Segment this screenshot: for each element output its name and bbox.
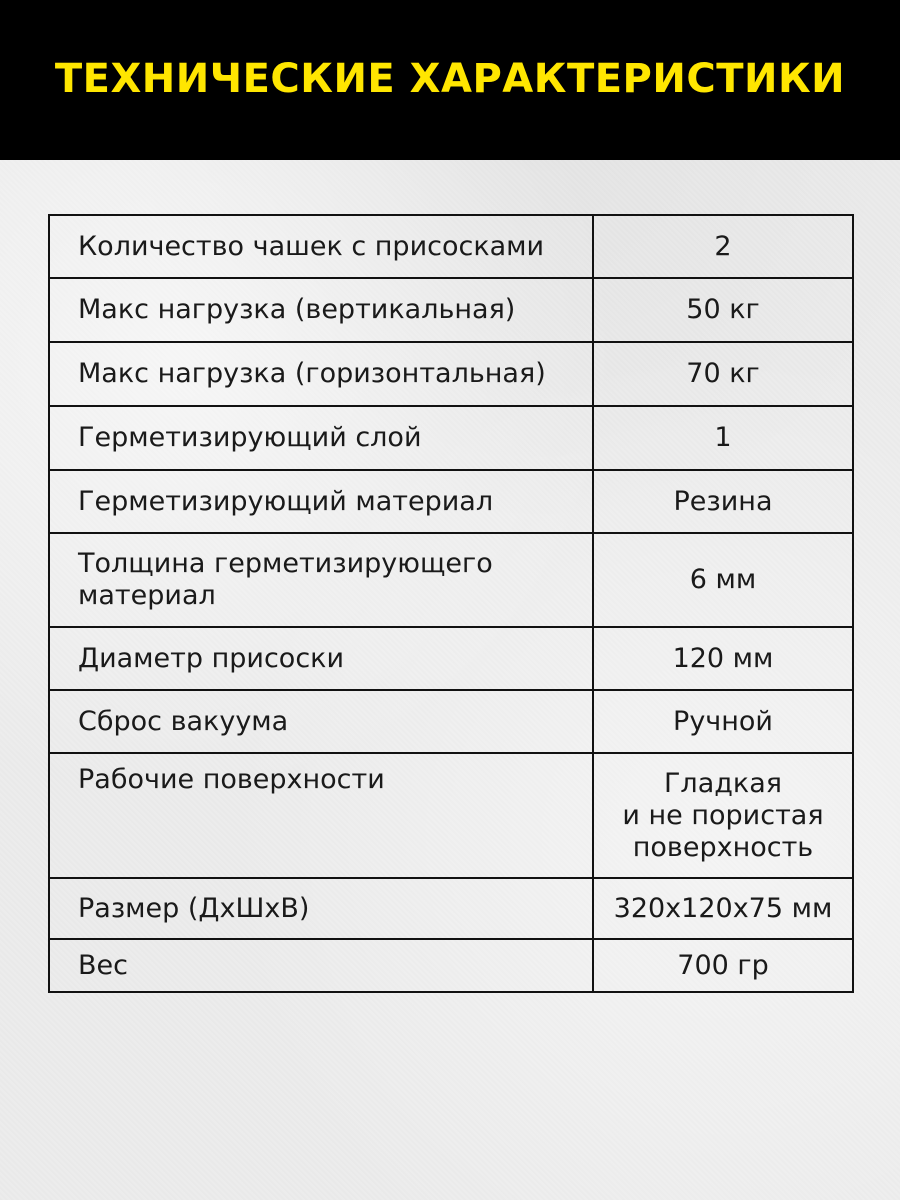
table-row: [49, 470, 853, 533]
table-row: [49, 690, 853, 753]
spec-value: [593, 939, 853, 992]
spec-value: [593, 753, 853, 878]
spec-value-line: Гладкая: [663, 768, 783, 799]
spec-label: [49, 753, 593, 878]
spec-label: [49, 627, 593, 690]
spec-label-line: Макс нагрузка (горизонтальная): [78, 358, 546, 389]
table-row: [49, 533, 853, 627]
spec-value-line: 2: [714, 230, 732, 262]
spec-value-line: поверхность: [632, 832, 814, 863]
spec-label: [49, 533, 593, 627]
header-band: [0, 0, 900, 160]
spec-value: [593, 878, 853, 939]
spec-value: [593, 533, 853, 627]
table-row: [49, 753, 853, 878]
spec-value-line: Резина: [673, 485, 773, 517]
spec-value-line: 70 кг: [686, 358, 760, 389]
spec-label-line: Толщина герметизирующего: [78, 548, 493, 579]
table-row: [49, 939, 853, 992]
spec-value: [593, 406, 853, 470]
spec-value-line: 50 кг: [686, 294, 760, 325]
spec-label-line: Герметизирующий слой: [78, 422, 422, 453]
spec-value-line: 700 гр: [677, 949, 769, 981]
table-row: [49, 342, 853, 406]
spec-label-line: Размер (ДхШхВ): [78, 892, 310, 924]
spec-value-line: 320х120х75 мм: [613, 892, 833, 924]
table-row: [49, 278, 853, 342]
spec-value: [593, 278, 853, 342]
spec-value-line: и не пористая: [622, 800, 824, 831]
spec-label: [49, 878, 593, 939]
spec-label: [49, 939, 593, 992]
spec-label: [49, 470, 593, 533]
spec-label: [49, 406, 593, 470]
spec-value-line: Ручной: [673, 705, 773, 737]
spec-value: [593, 215, 853, 278]
table-row: [49, 627, 853, 690]
spec-value: [593, 342, 853, 406]
spec-label-line: Вес: [78, 949, 128, 981]
table-row: [49, 878, 853, 939]
spec-label: [49, 278, 593, 342]
spec-value: [593, 470, 853, 533]
spec-label-line: Герметизирующий материал: [78, 485, 494, 517]
spec-value-line: 120 мм: [672, 642, 774, 674]
spec-label-line: Диаметр присоски: [78, 642, 345, 674]
specifications-table: [48, 214, 854, 993]
spec-label-line: Количество чашек с присосками: [78, 230, 545, 262]
table-row: [49, 215, 853, 278]
spec-label-line: Сброс вакуума: [78, 705, 289, 737]
spec-label-line: Рабочие поверхности: [78, 764, 385, 795]
spec-value: [593, 627, 853, 690]
spec-label: [49, 215, 593, 278]
spec-label: [49, 690, 593, 753]
spec-value-line: 1: [714, 422, 732, 453]
spec-label-line: Макс нагрузка (вертикальная): [78, 294, 516, 325]
table-row: [49, 406, 853, 470]
spec-value-line: 6 мм: [689, 564, 757, 595]
spec-label-line: материал: [78, 580, 216, 611]
spec-label: [49, 342, 593, 406]
page-title: ТЕХНИЧЕСКИЕ ХАРАКТЕРИСТИКИ: [54, 56, 846, 102]
spec-value: [593, 690, 853, 753]
